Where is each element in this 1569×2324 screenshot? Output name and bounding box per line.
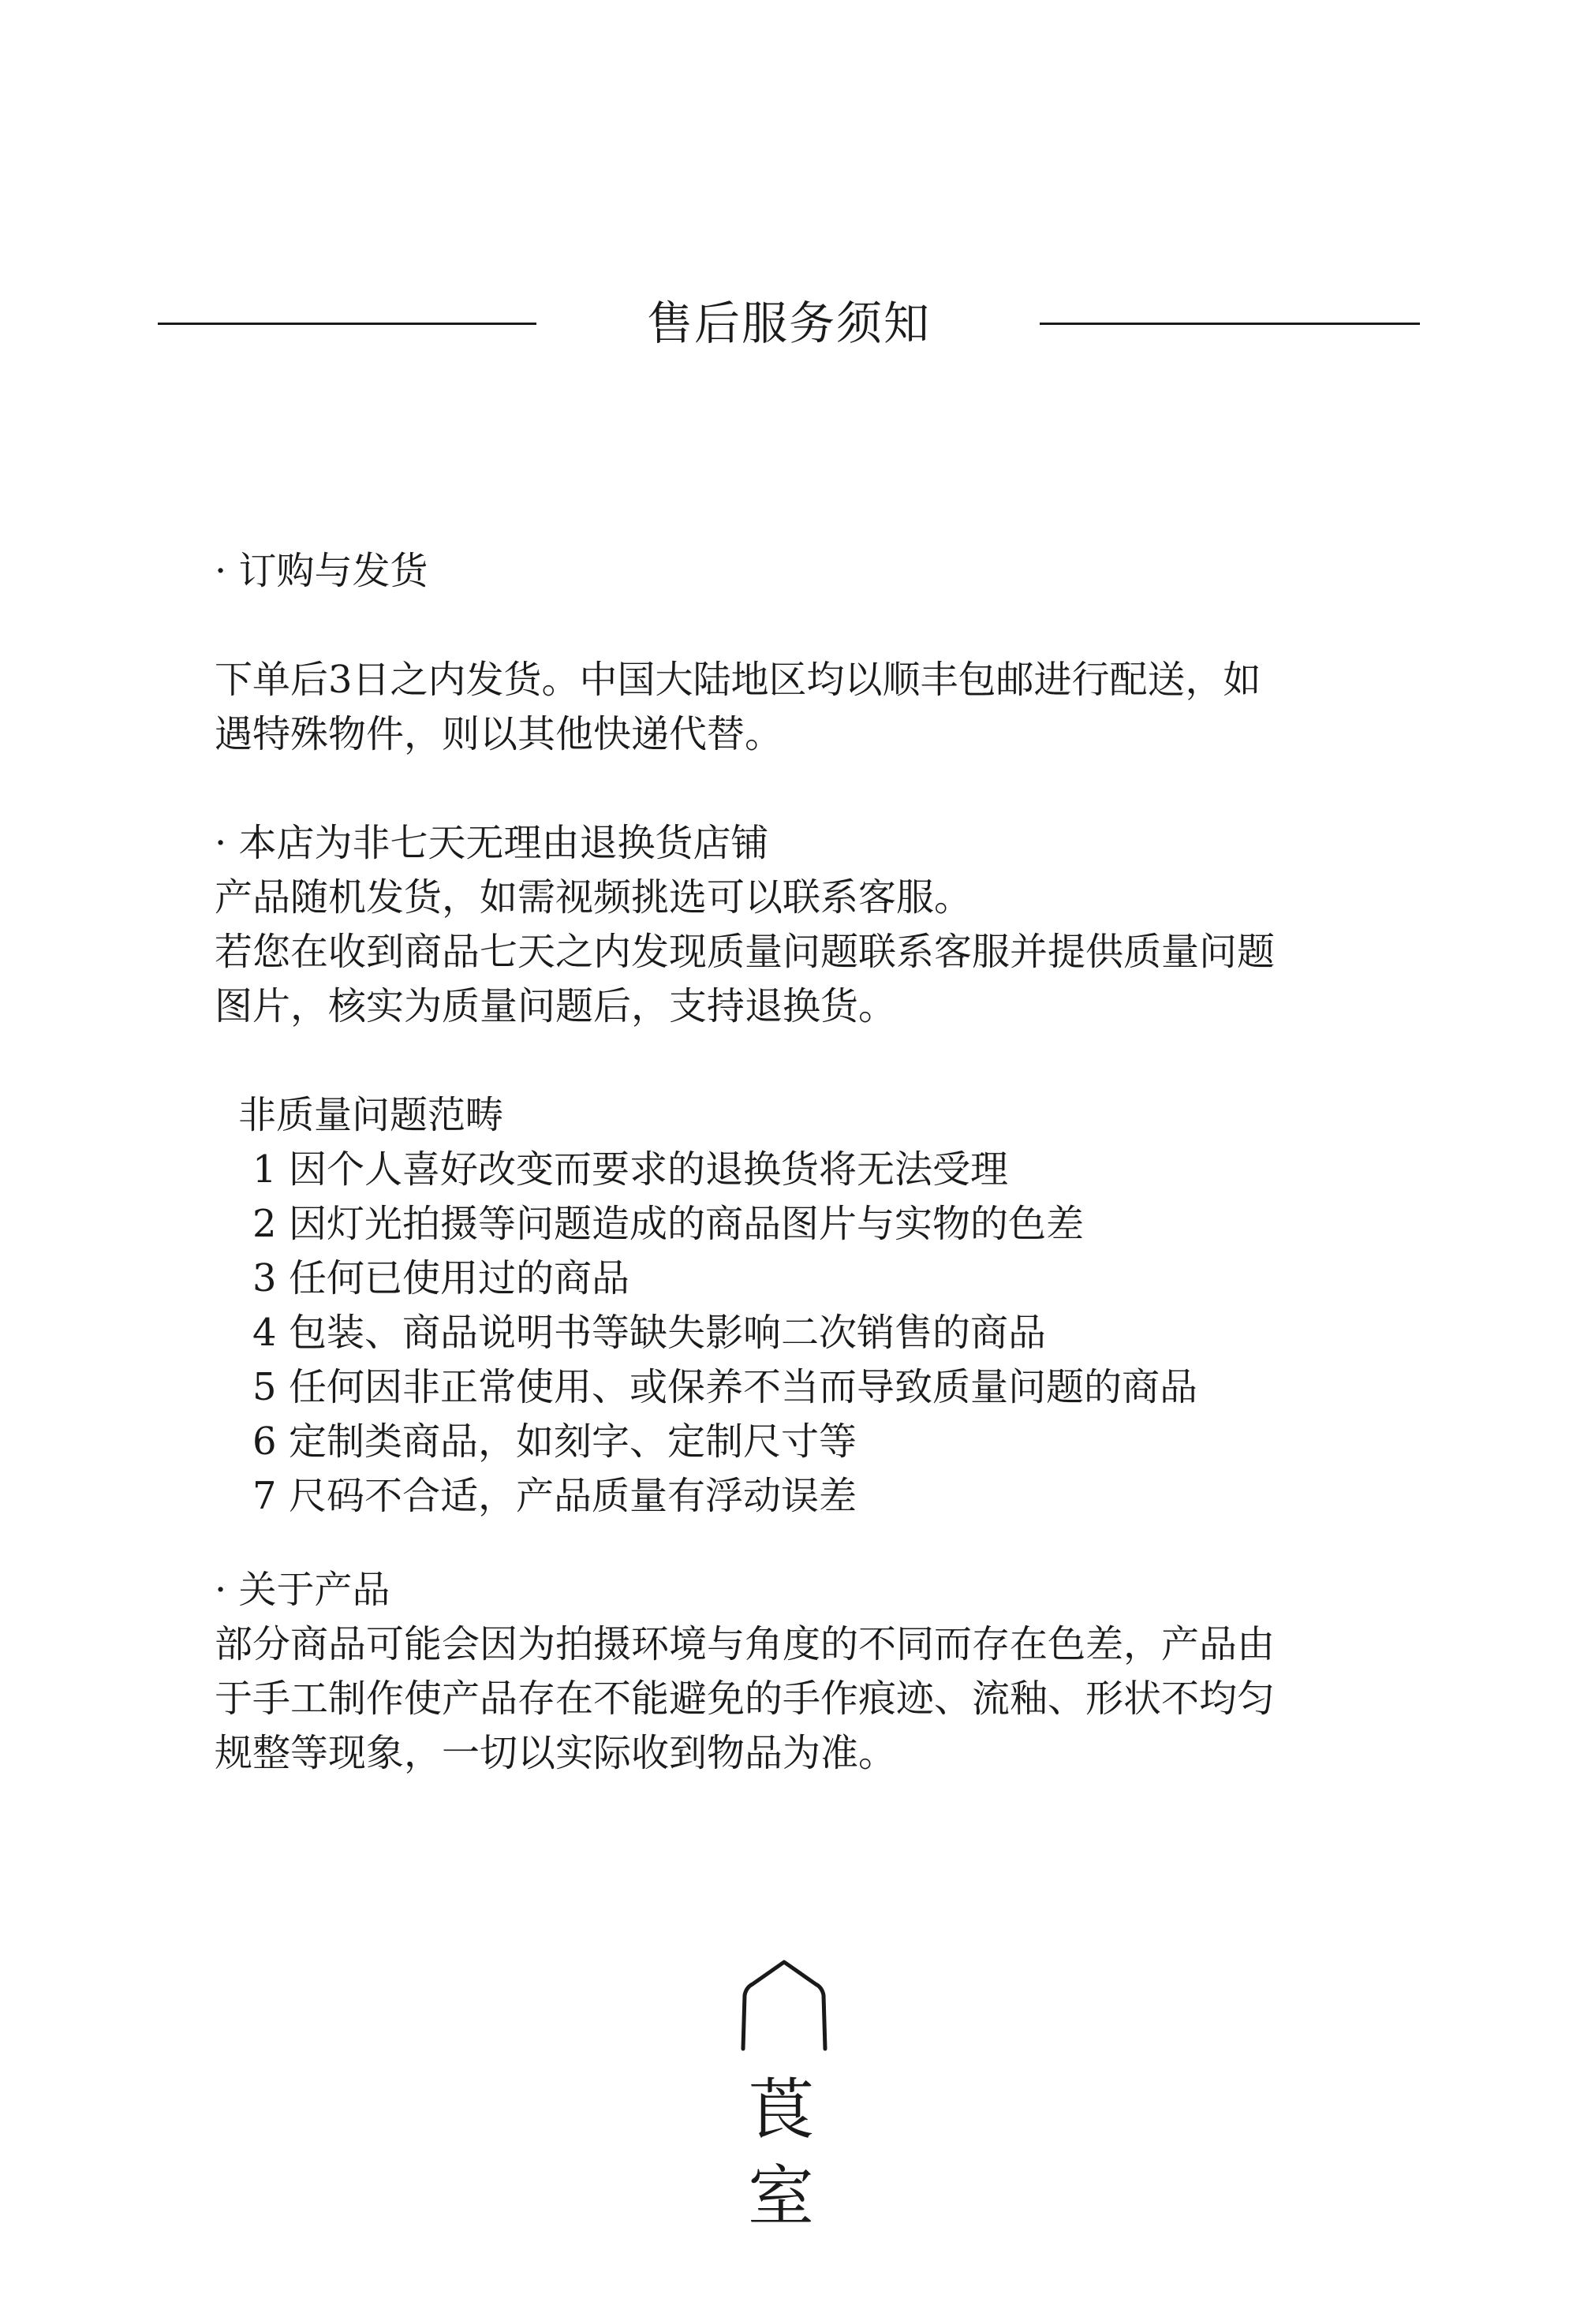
notice-content	[215, 544, 1382, 1781]
brand-name: 莨室	[747, 2071, 820, 2235]
section-heading-non-quality: 非质量问题范畴	[238, 1093, 504, 1137]
paragraph-line: 图片，核实为质量问题后，支持退换货。	[215, 984, 897, 1028]
list-item-text: 包装、商品说明书等缺失影响二次销售的商品	[289, 1311, 1047, 1355]
paragraph-line: 产品随机发货，如需视频挑选可以联系客服。	[215, 875, 973, 920]
list-item	[215, 1197, 1382, 1252]
paragraph-line: 于手工制作使产品存在不能避免的手作痕迹、流釉、形状不均匀	[215, 1677, 1276, 1721]
list-item-text: 任何已使用过的商品	[289, 1256, 630, 1300]
list-item	[215, 1469, 1382, 1524]
page-title: 售后服务须知	[646, 297, 931, 350]
list-item-number: 7	[252, 1474, 277, 1518]
list-item	[215, 1252, 1382, 1306]
paragraph-line: 下单后3日之内发货。中国大陆地区均以顺丰包邮进行配送，如	[215, 658, 1261, 702]
list-item-text: 因个人喜好改变而要求的退换货将无法受理	[289, 1147, 1009, 1192]
title-row	[158, 284, 1420, 363]
roof-icon	[713, 1948, 855, 2066]
list-item-text: 定制类商品，如刻字、定制尺寸等	[289, 1419, 857, 1464]
paragraph-line: 规整等现象，一切以实际收到物品为准。	[215, 1731, 897, 1775]
list-item-number: 4	[252, 1311, 277, 1355]
paragraph-line: 遇特殊物件，则以其他快递代替。	[215, 712, 783, 756]
list-item	[215, 1415, 1382, 1469]
title-rule-right	[1040, 323, 1420, 325]
list-item	[215, 1143, 1382, 1197]
list-item-text: 任何因非正常使用、或保养不当而导致质量问题的商品	[289, 1365, 1198, 1409]
list-item-text: 因灯光拍摄等问题造成的商品图片与实物的色差	[289, 1202, 1085, 1246]
list-item	[215, 1306, 1382, 1360]
section-heading-order-shipping: · 订购与发货	[215, 549, 428, 593]
list-item-text: 尺码不合适，产品质量有浮动误差	[289, 1474, 857, 1518]
section-heading-return-policy: · 本店为非七天无理由退换货店铺	[215, 821, 769, 865]
list-item	[215, 1360, 1382, 1415]
list-item-number: 2	[252, 1202, 277, 1246]
list-item-number: 1	[252, 1147, 277, 1192]
list-item-number: 6	[252, 1419, 277, 1464]
brand-logo	[713, 1948, 855, 2235]
section-heading-about-product: · 关于产品	[215, 1568, 390, 1612]
list-item-number: 5	[252, 1365, 277, 1409]
list-item-number: 3	[252, 1256, 277, 1300]
paragraph-line: 部分商品可能会因为拍摄环境与角度的不同而存在色差，产品由	[215, 1622, 1276, 1666]
paragraph-line: 若您在收到商品七天之内发现质量问题联系客服并提供质量问题	[215, 930, 1276, 974]
